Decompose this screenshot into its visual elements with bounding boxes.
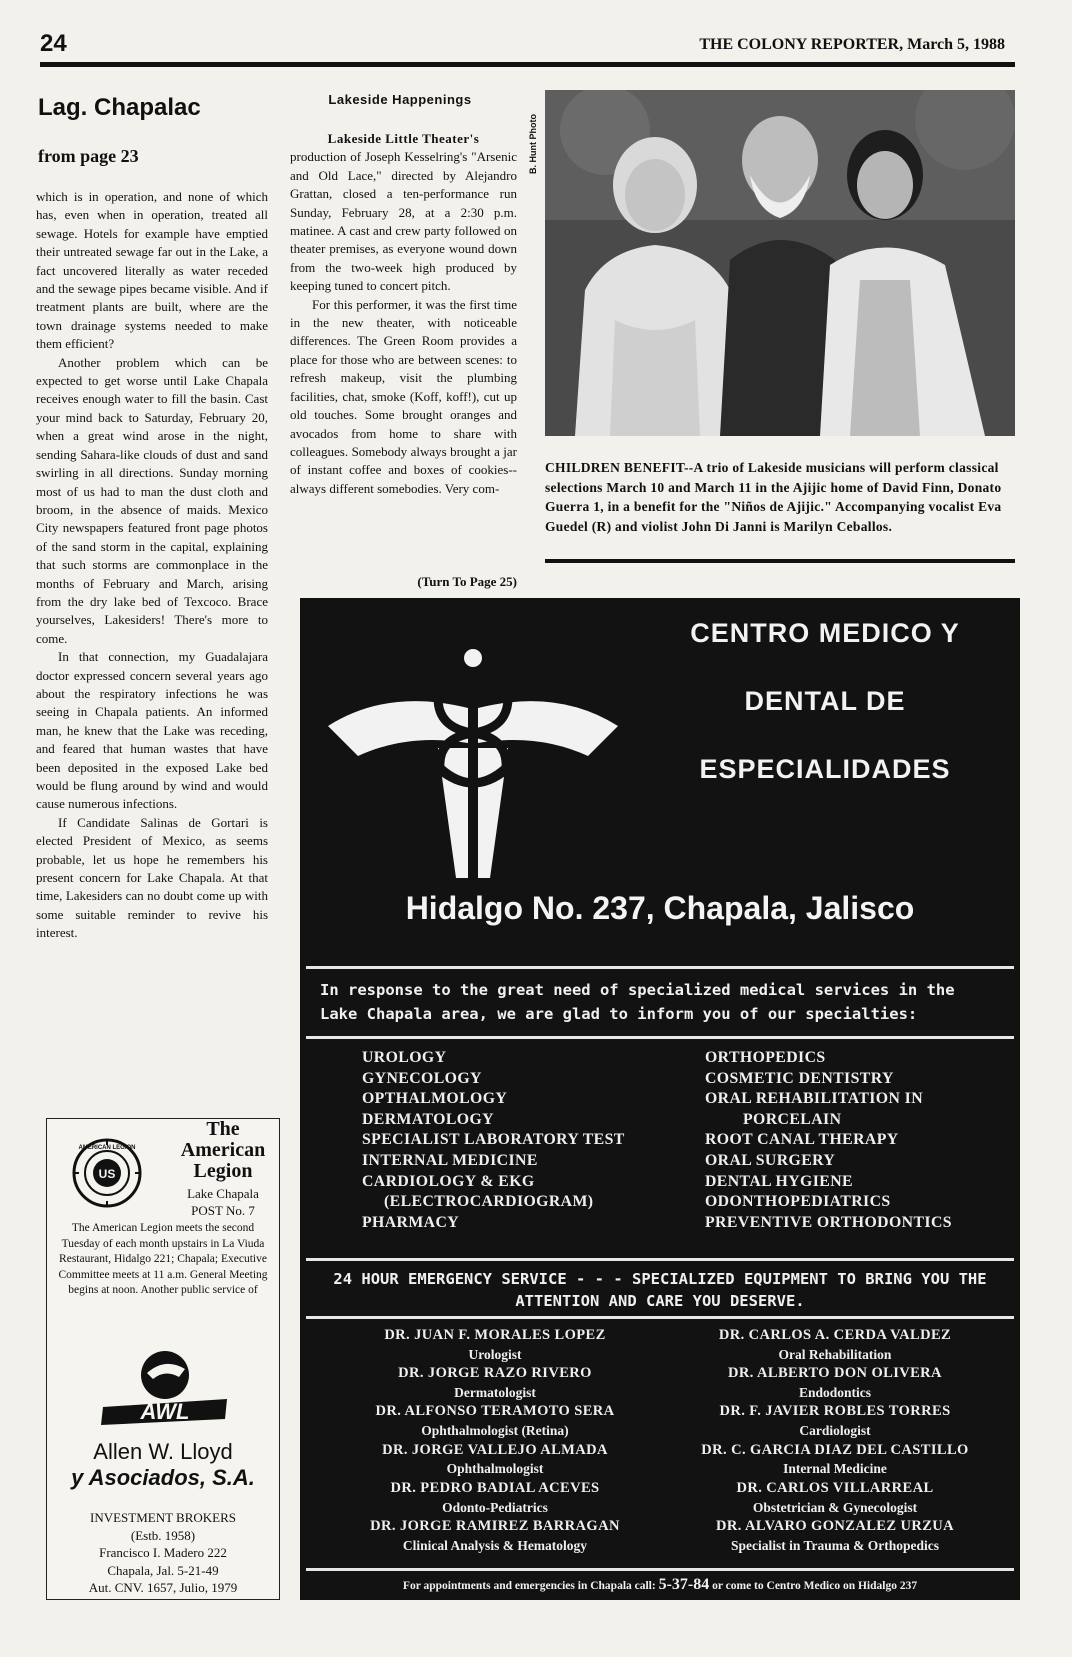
- doctor-role: Oral Rehabilitation: [778, 1346, 892, 1362]
- page-number: 24: [40, 30, 67, 57]
- happenings-paragraph: production of Joseph Kesselring's "Arsenic and Old Lace," directed by Alejandro Grattan, closed a ten-performance run Sunday, February 28, at a 2:30 p.m. matinee. A cast and crew party followed on theater premises, as everyone wound down from the two-week high produced by keeping tuned to concert pitch.: [290, 149, 517, 294]
- happenings-subtitle: Lakeside Little Theater's: [327, 131, 480, 146]
- specialties-right: [705, 1048, 952, 1233]
- doctor-role: Urologist: [468, 1346, 522, 1362]
- awl-logo-text: AWL: [140, 1399, 190, 1424]
- article-paragraph: In that connection, my Guadalajara doctor expressed concern several years ago about the respiratory infections he was seeing in Chapala patients. An informed man, he knew that the Lake was receding, and feared that human wastes that have been deposited in the exposed Lake bed would be flung around by wind and would cause numerous infections.: [36, 649, 268, 812]
- happenings-paragraph: For this performer, it was the first time in the new theater, with noticeable differences. The Green Room provides a place for those who are between scenes: to refresh makeup, visit the plumbing facilities, chat, smoke (Koff, koff!), cut up old touches. Some brought oranges and avocados from home to share with colleagues. Somebody always brought a jar of instant coffee and boxes of cookies--always different somebodies. Very com-: [290, 296, 517, 496]
- legion-box: [46, 1118, 280, 1600]
- photo-credit: B. Hunt Photo: [528, 114, 538, 174]
- specialty: DENTAL HYGIENE: [705, 1172, 853, 1190]
- specialty: ORAL SURGERY: [705, 1151, 836, 1169]
- doctor-role: Internal Medicine: [783, 1461, 887, 1477]
- doctor-role: Dermatologist: [454, 1385, 536, 1400]
- doctor-name: DR. ALVARO GONZALEZ URZUA: [715, 1518, 955, 1535]
- company-name: [47, 1439, 279, 1491]
- ad-divider: [306, 1568, 1014, 1571]
- specialty: SPECIALIST LABORATORY TEST: [362, 1131, 625, 1149]
- ad-address: Hidalgo No. 237, Chapala, Jalisco: [405, 890, 915, 926]
- specialty: GYNECOLOGY: [362, 1069, 482, 1087]
- caduceus-icon: [328, 638, 618, 878]
- doctor-name: DR. PEDRO BADIAL ACEVES: [390, 1479, 600, 1496]
- doctor-name: DR. F. JAVIER ROBLES TORRES: [719, 1403, 951, 1420]
- legion-seal-center: US: [98, 1167, 116, 1181]
- legion-seal-icon: [71, 1137, 143, 1209]
- specialty: UROLOGY: [362, 1049, 447, 1066]
- medical-center-ad: [300, 598, 1020, 1600]
- doctor-role: Clinical Analysis & Hematology: [402, 1537, 588, 1553]
- ad-footer-text: For appointments and emergencies in Chapala call:: [402, 1580, 656, 1592]
- company-detail: Chapala, Jal. 5-21-49: [107, 1562, 219, 1578]
- doctor-name: DR. ALBERTO DON OLIVERA: [728, 1365, 942, 1382]
- legion-location: [169, 1185, 277, 1219]
- doctor-name: DR. C. GARCIA DIAZ DEL CASTILLO: [701, 1441, 969, 1458]
- legion-title: [169, 1119, 277, 1182]
- happenings-title: Lakeside Happenings: [328, 92, 472, 107]
- article-headline: Lag. Chapalac: [38, 94, 201, 121]
- legion-title-line: American: [180, 1139, 266, 1161]
- ad-footer: [300, 1576, 1020, 1594]
- specialty: CARDIOLOGY & EKG: [362, 1172, 535, 1190]
- specialty: PORCELAIN: [743, 1110, 842, 1128]
- ad-divider: [306, 1316, 1014, 1319]
- ad-title-line: ESPECIALIDADES: [699, 754, 951, 784]
- doctor-role: Ophthalmologist: [446, 1461, 544, 1477]
- legion-seal-text: AMERICAN LEGION: [78, 1145, 136, 1151]
- specialty: ORAL REHABILITATION IN: [705, 1090, 924, 1108]
- company-detail: Francisco I. Madero 222: [99, 1545, 227, 1560]
- legion-notice: The American Legion meets the second Tuesday of each month upstairs in La Viuda Restaurant, Hidalgo 221; Chapala; Executive Committee meets at 11 a.m. General Meeting begins at noon. Another public service of: [58, 1222, 268, 1296]
- photo-illustration: [545, 90, 1015, 436]
- company-details: [47, 1509, 279, 1597]
- company-name-line: y Asociados, S.A.: [71, 1465, 255, 1490]
- specialty: PHARMACY: [362, 1213, 460, 1231]
- specialty: ODONTHOPEDIATRICS: [705, 1193, 891, 1211]
- specialty: ORTHOPEDICS: [705, 1049, 826, 1066]
- legion-lake: Lake Chapala: [187, 1186, 259, 1201]
- turn-to-page: (Turn To Page 25): [417, 574, 517, 589]
- specialty: COSMETIC DENTISTRY: [705, 1069, 894, 1087]
- doctor-role: Ophthalmologist (Retina): [421, 1423, 569, 1439]
- doctors-right: [670, 1326, 1000, 1555]
- trio-photo: [545, 90, 1015, 436]
- article-continued-from: from page 23: [38, 146, 139, 166]
- ad-title-line: DENTAL DE: [744, 686, 906, 716]
- company-detail: INVESTMENT BROKERS: [89, 1510, 237, 1525]
- specialty: ROOT CANAL THERAPY: [705, 1131, 899, 1149]
- legion-title-line: Legion: [193, 1160, 253, 1182]
- doctor-role: Obstetrician & Gynecologist: [752, 1499, 918, 1515]
- article-body: [36, 188, 268, 943]
- doctor-name: DR. JORGE RAZO RIVERO: [398, 1365, 592, 1382]
- article-paragraph: Another problem which can be expected to get worse until Lake Chapala receives enough water to fill the basin. Cast your mind back to Saturday, February 20, when a great wind arose in the night, sending Sahara-like clouds of dust and sand swirling in all directions. Sunday morning most of us had to man the dust cloth and broom, in the absence of maids. Mexico City newspapers featured front page photos of the sand storm in the capital, explaining that such storms are commonplace in the months of February and March, arising from the dry lake bed of Texcoco. Brace yourselves, Lakesiders! There's more to come.: [36, 354, 268, 646]
- article-paragraph: If Candidate Salinas de Gortari is elected President of Mexico, as seems probable, let us hope he remembers his present concern for Lake Chapala. At that time, Lakesiders can no doubt come up with some suitable reminder to revive his interest.: [36, 814, 268, 941]
- happenings-body: [290, 130, 517, 498]
- doctor-name: DR. CARLOS A. CERDA VALDEZ: [718, 1327, 952, 1343]
- doctor-name: DR. ALFONSO TERAMOTO SERA: [375, 1403, 615, 1420]
- specialties-left: [362, 1048, 625, 1233]
- doctor-name: DR. JORGE VALLEJO ALMADA: [382, 1441, 608, 1458]
- doctor-role: Odonto-Pediatrics: [442, 1499, 548, 1515]
- doctors-left: [330, 1326, 660, 1555]
- specialty: OPTHALMOLOGY: [362, 1090, 508, 1108]
- company-detail: (Estb. 1958): [130, 1527, 196, 1543]
- specialty: INTERNAL MEDICINE: [362, 1151, 538, 1169]
- header-rule: [40, 62, 1015, 67]
- ad-intro: In response to the great need of specialized medical services in the Lake Chapala area, we are glad to inform you of our specialties:: [320, 981, 955, 1023]
- doctor-role: Specialist in Trauma & Orthopedics: [730, 1537, 939, 1553]
- caption-rule: [545, 559, 1015, 563]
- ad-divider: [306, 1036, 1014, 1039]
- doctor-role: Endodontics: [798, 1385, 872, 1400]
- awl-logo-icon: [95, 1347, 235, 1427]
- legion-post: POST No. 7: [191, 1203, 255, 1218]
- company-detail: Aut. CNV. 1657, Julio, 1979: [88, 1580, 238, 1595]
- specialty: PREVENTIVE ORTHODONTICS: [705, 1213, 952, 1231]
- specialty: DERMATOLOGY: [362, 1110, 494, 1128]
- ad-footer-text: or come to Centro Medico on Hidalgo 237: [712, 1580, 918, 1592]
- company-name-line: Allen W. Lloyd: [93, 1439, 233, 1464]
- doctor-role: Cardiologist: [799, 1423, 871, 1439]
- photo-caption: CHILDREN BENEFIT--A trio of Lakeside musicians will perform classical selections March 10 and March 11 in the Ajijic home of David Finn, Donato Guerra 1, in a benefit for the "Niños de Ajijic." Accompanying vocalist Eva Guedel (R) and violist John Di Janni is Marilyn Ceballos.: [545, 460, 1002, 534]
- specialty: (ELECTROCARDIOGRAM): [384, 1193, 594, 1211]
- ad-divider: [306, 966, 1014, 969]
- doctor-name: DR. JUAN F. MORALES LOPEZ: [384, 1327, 606, 1343]
- ad-divider: [306, 1258, 1014, 1261]
- masthead: THE COLONY REPORTER, March 5, 1988: [699, 36, 1005, 53]
- ad-title-line: CENTRO MEDICO Y: [690, 618, 960, 648]
- ad-phone: 5-37-84: [658, 1576, 710, 1593]
- doctor-name: DR. CARLOS VILLARREAL: [736, 1479, 934, 1496]
- ad-emergency: 24 HOUR EMERGENCY SERVICE - - - SPECIALIZED EQUIPMENT TO BRING YOU THE ATTENTION AND CARE YOU DESERVE.: [333, 1270, 987, 1310]
- article-paragraph: which is in operation, and none of which has, even when in operation, treated all sewage. Hotels for example have emptied their untreated sewage far out in the Lake, a fact uncovered literally as water receded and the sewage pipes became visible. And if treatment plants are built, where are the town drainage systems needed to make them efficient?: [36, 189, 268, 352]
- doctor-name: DR. JORGE RAMIREZ BARRAGAN: [370, 1518, 620, 1535]
- legion-title-line: The: [206, 1118, 240, 1140]
